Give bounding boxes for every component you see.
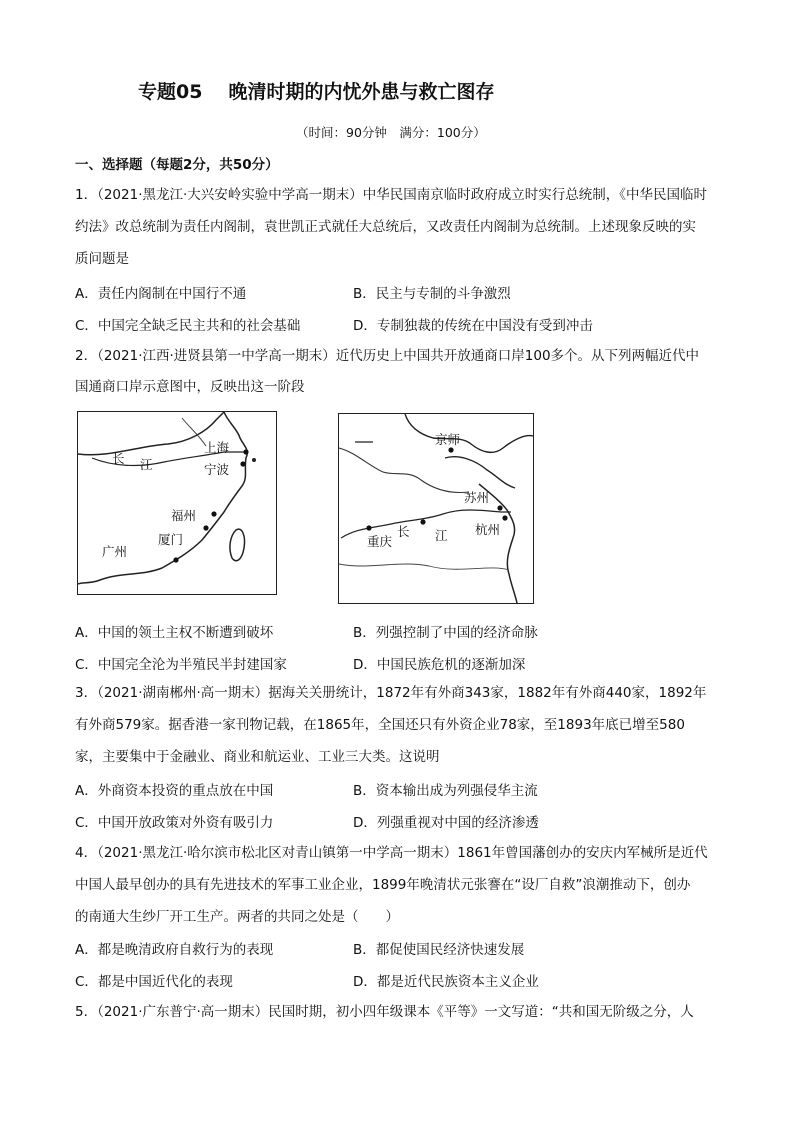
topic-title: 晚清时期的内忧外患与救亡图存	[228, 81, 495, 103]
section-heading: 一、选择题（每题2分，共50分）	[75, 157, 279, 173]
question-3-line-3: 家，主要集中于金融业、商业和航运业、工业三大类。这说明	[75, 749, 440, 765]
question-2-line-2: 国通商口岸示意图中，反映出这一阶段	[75, 379, 305, 395]
question-1-line-1: 1．（2021·黑龙江·大兴安岭实验中学高一期末）中华民国南京临时政府成立时实行总统制，《中华民国临时	[75, 187, 708, 203]
question-4-line-2: 中国人最早创办的具有先进技术的军事工业企业，1899年晚清状元张謇在“设厂自救”浪潮推动下，创办	[75, 877, 691, 893]
question-1-option-b: B．民主与专制的斗争激烈	[353, 286, 511, 302]
question-3-option-b: B．资本输出成为列强侵华主流	[353, 783, 538, 799]
map2-label-chongqing: 重庆	[367, 534, 393, 549]
question-1-option-a: A．责任内阁制在中国行不通	[75, 286, 247, 302]
question-2-option-d: D．中国民族危机的逐渐加深	[353, 657, 526, 673]
map1-label-guangzhou: 广州	[102, 544, 128, 559]
question-4-option-b: B．都促使国民经济快速发展	[353, 942, 525, 958]
map2-label-suzhou: 苏州	[464, 490, 490, 505]
map1-label-chang: 长	[112, 451, 125, 466]
question-2-option-b: B．列强控制了中国的经济命脉	[353, 625, 538, 641]
question-3-option-a: A．外商资本投资的重点放在中国	[75, 783, 274, 799]
map2-label-hangzhou: 杭州	[475, 522, 501, 537]
question-4-option-c: C．都是中国近代化的表现	[75, 974, 233, 990]
map1-label-jiang: 江	[140, 457, 153, 472]
question-1-line-3: 质问题是	[75, 251, 129, 267]
question-3-line-1: 3．（2021·湖南郴州·高一期末）据海关关册统计，1872年有外商343家，1882年有外商440家，1892年	[75, 685, 707, 701]
question-1-option-c: C．中国完全缺乏民主共和的社会基础	[75, 318, 301, 334]
map1-label-xiamen: 厦门	[158, 532, 184, 547]
question-1-option-d: D．专制独裁的传统在中国没有受到冲击	[353, 318, 593, 334]
question-2-option-c: C．中国完全沦为半殖民半封建国家	[75, 657, 287, 673]
question-2-line-1: 2．（2021·江西·进贤县第一中学高一期末）近代历史上中国共开放通商口岸100多个。从下列两幅近代中	[75, 348, 700, 364]
question-3-option-c: C．中国开放政策对外资有吸引力	[75, 815, 274, 831]
question-4-option-d: D．都是近代民族资本主义企业	[353, 974, 539, 990]
map1-label-fuzhou: 福州	[171, 508, 197, 523]
treaty-ports-map-1	[77, 411, 277, 595]
map1-label-shanghai: 上海	[204, 440, 230, 455]
question-4-line-1: 4．（2021·黑龙江·哈尔滨市松北区对青山镇第一中学高一期末）1861年曾国藩创办的安庆内军械所是近代	[75, 845, 708, 861]
question-4-option-a: A．都是晚清政府自救行为的表现	[75, 942, 274, 958]
question-4-line-3: 的南通大生纱厂开工生产。两者的共同之处是（ ）	[75, 909, 399, 925]
map2-label-chang: 长	[397, 524, 410, 539]
question-2-option-a: A．中国的领土主权不断遭到破坏	[75, 625, 274, 641]
topic-number: 专题05	[138, 81, 203, 103]
treaty-ports-map-2	[338, 413, 534, 604]
question-3-option-d: D．列强重视对中国的经济渗透	[353, 815, 539, 831]
page-title	[138, 77, 494, 104]
question-3-line-2: 有外商579家。据香港一家刊物记载，在1865年，全国还只有外资企业78家，至1893年底已增至580	[75, 717, 685, 733]
question-1-line-2: 约法》改总统制为责任内阁制，袁世凯正式就任大总统后，又改责任内阁制为总统制。上述现象反映的实	[75, 219, 696, 235]
exam-meta: （时间：90分钟 满分：100分）	[296, 125, 486, 140]
map2-label-jingshi: 京师	[435, 432, 461, 447]
map2-label-jiang: 江	[435, 528, 448, 543]
question-5-line-1: 5．（2021·广东普宁·高一期末）民国时期，初小四年级课本《平等》一文写道：“共和国无阶级之分，人	[75, 1004, 694, 1020]
map1-label-ningbo: 宁波	[204, 462, 230, 477]
